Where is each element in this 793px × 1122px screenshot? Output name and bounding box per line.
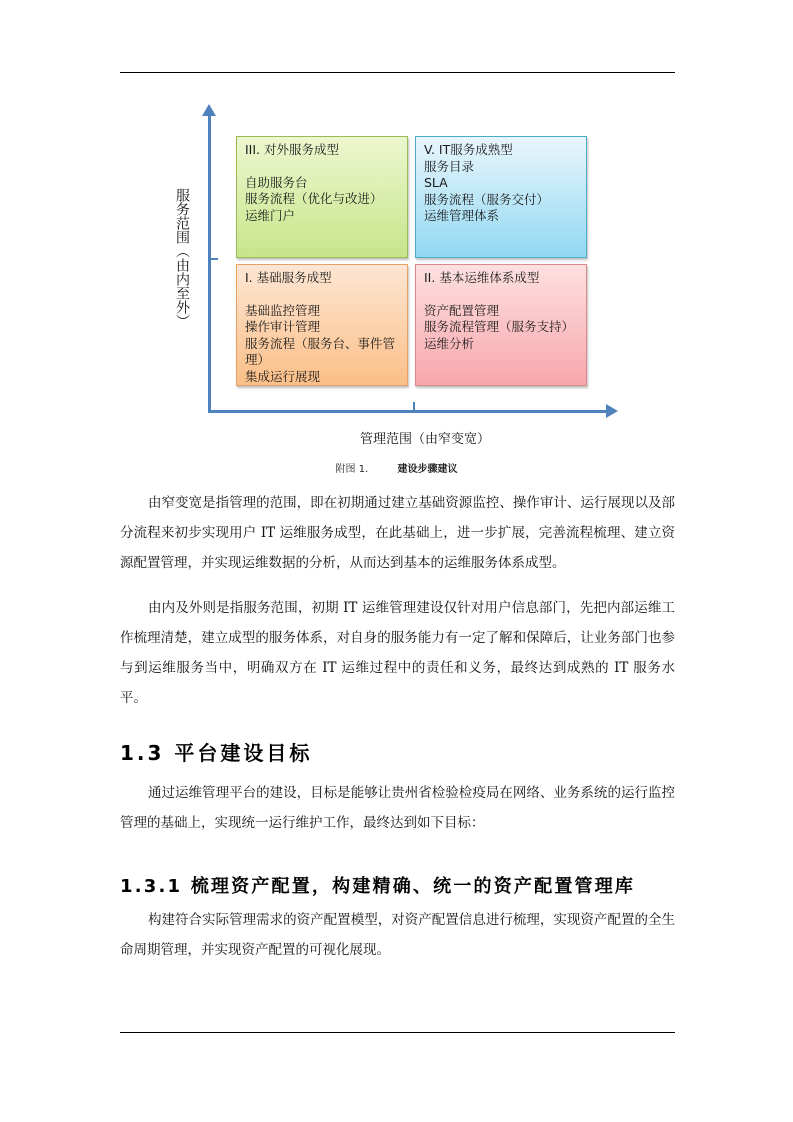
header-rule xyxy=(120,72,675,73)
quadrant-item: 运维门户 xyxy=(245,207,296,223)
quadrant-title: I. 基础服务成型 xyxy=(245,270,332,285)
quadrant-item: 服务流程（优化与改进） xyxy=(245,191,383,206)
x-axis-label: 管理范围（由窄变宽） xyxy=(359,432,490,447)
section-1-3-1-body: 构建符合实际管理需求的资产配置模型，对资产配置信息进行梳理，实现资产配置的全生命周期管理，并实现资产配置的可视化展现。 xyxy=(120,912,675,958)
quadrant-item: 服务流程（服务交付） xyxy=(424,191,550,207)
caption-label: 附图 1. xyxy=(335,464,369,475)
quadrant-item: 集成运行展现 xyxy=(245,368,321,384)
quadrant-item: 运维管理体系 xyxy=(424,208,500,223)
quadrant-item: 服务流程管理（服务支持） xyxy=(424,319,575,334)
footer-rule xyxy=(120,1032,675,1033)
section-1-3-body: 通过运维管理平台的建设，目标是能够让贵州省检验检疫局在网络、业务系统的运行监控管理的基础上，实现统一运行维护工作，最终达到如下目标： xyxy=(120,785,675,831)
quadrant-item: 自助服务台 xyxy=(245,174,308,190)
quadrant-title: II. 基本运维体系成型 xyxy=(424,270,540,285)
quadrant-basic-service xyxy=(236,264,408,386)
y-axis xyxy=(208,112,211,412)
x-axis xyxy=(208,410,608,413)
section-heading-1-3: 1.3 平台建设目标 xyxy=(120,741,313,765)
x-axis-tick xyxy=(413,402,415,412)
quadrant-item: 服务流程（服务台、事件管理） xyxy=(245,335,396,367)
quadrant-item: 服务目录 xyxy=(424,158,475,174)
construction-steps-figure xyxy=(160,100,630,447)
quadrant-title: V. IT服务成熟型 xyxy=(424,142,513,157)
quadrant-item: 操作审计管理 xyxy=(245,319,321,334)
figure-caption xyxy=(0,460,793,475)
y-axis-tick xyxy=(208,258,218,260)
quadrant-item: 运维分析 xyxy=(424,335,475,351)
quadrant-item: SLA xyxy=(424,175,448,190)
quadrant-item: 基础监控管理 xyxy=(245,302,321,318)
quadrant-it-service-mature xyxy=(415,136,587,258)
x-axis-arrow-icon xyxy=(606,404,618,418)
paragraph-management-scope: 由窄变宽是指管理的范围，即在初期通过建立基础资源监控、操作审计、运行展现以及部分流程来初步实现用户 IT 运维服务成型，在此基础上，进一步扩展，完善流程梳理、建立资源配置管理，并实现运维数据的分析，从而达到基本的运维服务体系成型。 xyxy=(120,495,675,571)
paragraph-service-scope: 由内及外则是指服务范围，初期 IT 运维管理建设仅针对用户信息部门，先把内部运维工作梳理清楚，建立成型的服务体系，对自身的服务能力有一定了解和保障后，让业务部门也参与到运维服务当中，明确双方在 IT 运维过程中的责任和义务，最终达到成熟的 IT 服务水平。 xyxy=(120,600,675,706)
section-heading-1-3-1: 1.3.1 梳理资产配置，构建精确、统一的资产配置管理库 xyxy=(120,876,636,897)
quadrant-basic-ops-system xyxy=(415,264,587,386)
quadrant-title: III. 对外服务成型 xyxy=(245,142,340,157)
caption-title: 建设步骤建议 xyxy=(397,464,458,475)
quadrant-item: 资产配置管理 xyxy=(424,302,500,318)
y-axis-label: 服务范围（由内至外） xyxy=(174,188,190,328)
quadrant-external-service xyxy=(236,136,408,258)
